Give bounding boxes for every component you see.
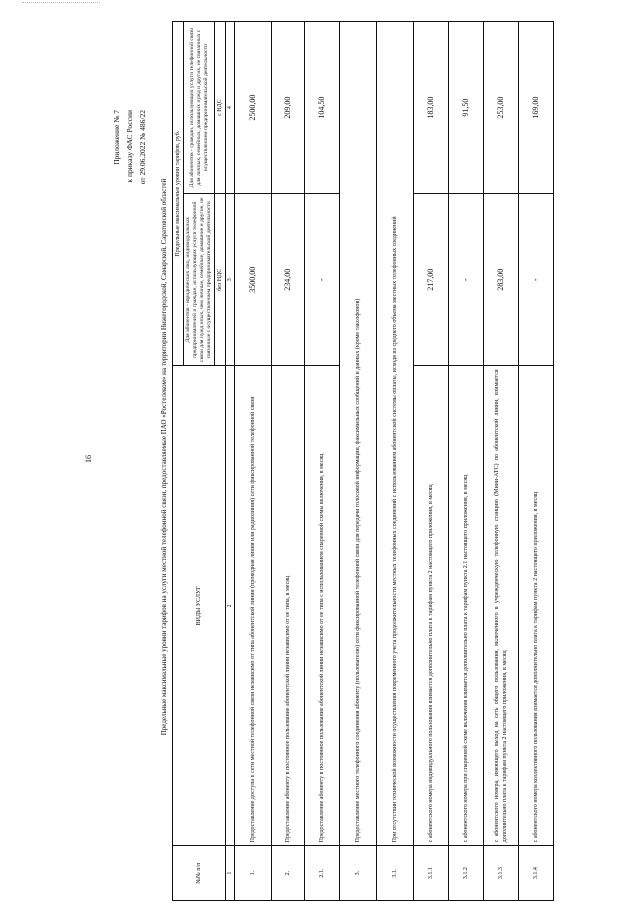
table-row [484, 22, 519, 901]
row-value-with-vat: 91,50 [449, 22, 484, 194]
row-section-text: При отсутствии технической возможности осуществления повременного учета продолжительности местных телефонных соединений с использованием абонентской системы оплаты, исходя из среднего объема местных телефонных соединений [377, 22, 414, 846]
row-service-text: с абонентского номера индивидуального пользования взимается дополнительно плата к тарифам пункта 2 настоящего приложения, в месяц [414, 366, 449, 846]
row-number: 3.1.4 [519, 846, 554, 901]
row-service-text: Предоставление абоненту в постоянное пользование абонентской линии независимо от ее типа с использованием спаренной схемы включения, в месяц [305, 366, 340, 846]
column-number: 4 [226, 22, 235, 194]
row-number: 3. [340, 846, 377, 901]
table-row [340, 22, 377, 901]
row-service-text: с абонентского номера, имеющего выход на сеть общего пользования, включенного в учрежденческую телефонную станцию (Мини-АТС) по абонентской линии, взимается дополнительно плата к тарифам пункта 2 настоящего приложения, в месяц [484, 366, 519, 846]
page-number: 16 [84, 455, 93, 463]
header-num: №№ п/п [173, 846, 226, 901]
table-row [519, 22, 554, 901]
row-value-with-vat: 183,00 [414, 22, 449, 194]
row-number: 2. [272, 846, 305, 901]
header-tariffs-group: Предельные максимальные уровни тарифов, руб. [173, 22, 184, 366]
appendix-header [110, 110, 149, 184]
header-vat-excluded: без НДС [215, 194, 226, 366]
column-numbers-row [226, 22, 235, 901]
table-row [305, 22, 340, 901]
row-number: 2.1. [305, 846, 340, 901]
table-row [272, 22, 305, 901]
row-value-with-vat: 104,50 [305, 22, 340, 194]
header-citizens: Для абонентов - граждан, использующих услуги телефонной связи для личных, семейных, домашних нужд и других, не связанных с осуществлением предпринимательской деятельности [184, 22, 215, 194]
table-row [235, 22, 272, 901]
row-number: 3.1.3 [484, 846, 519, 901]
header-services: ВИДЫ УСЛУГ [173, 366, 226, 846]
row-service-text: Предоставление доступа к сети местной телефонной связи независимо от типа абонентской линии (проводная линия или радиолиния) сети фиксированной телефонной связи [235, 366, 272, 846]
row-value-with-vat: 169,00 [519, 22, 554, 194]
column-number: 1 [226, 846, 235, 901]
table-row [414, 22, 449, 901]
tariff-table [172, 21, 554, 901]
table-row [449, 22, 484, 901]
row-value-no-vat: - [449, 194, 484, 366]
row-number: 3.1.1 [414, 846, 449, 901]
column-number: 3 [226, 194, 235, 366]
document-title: Предельные максимальные уровни тарифов на услуги местной телефонной связи, предоставляемые ПАО «Ростелеком» на территории Нижегородской, Самарской, Саратовской областей [160, 178, 168, 736]
appendix-order: к приказу ФАС России [125, 110, 134, 183]
row-value-no-vat: - [519, 194, 554, 366]
row-value-with-vat: 253,00 [484, 22, 519, 194]
row-value-with-vat: 2500,00 [235, 22, 272, 194]
row-number: 1. [235, 846, 272, 901]
row-value-no-vat: 234,00 [272, 194, 305, 366]
row-service-text: с абонентского номера при спаренной схеме включения взимается дополнительно плата к тарифам пункта 2.1 настоящего приложения, в месяц [449, 366, 484, 846]
row-section-text: Предоставление местного телефонного соединения абоненту (пользователю) сети фиксированной телефонной связи для передачи голосовой информации, факсимильных сообщений и данных (кроме таксофонов) [340, 22, 377, 846]
header-vat-included: с НДС [215, 22, 226, 194]
appendix-number: Приложение № 7 [112, 110, 121, 165]
appendix-date: от 29.06.2022 № 486/22 [138, 110, 147, 185]
row-value-no-vat: - [305, 194, 340, 366]
row-value-no-vat: 3500,00 [235, 194, 272, 366]
table-header-row [173, 22, 184, 901]
row-number: 3.1. [377, 846, 414, 901]
row-value-no-vat: 283,00 [484, 194, 519, 366]
row-service-text: Предоставление абоненту в постоянное пользование абонентской линии независимо от ее типа, в месяц [272, 366, 305, 846]
header-legal-entities: Для абонентов - юридических лиц, индивидуальных предпринимателей и граждан, использующих услуги телефонной связи для нужд иных, чем личные, семейные, домашние и другие, не связанные с осуществлением предпринимательской деятельности [184, 194, 215, 366]
table-row [377, 22, 414, 901]
row-value-with-vat: 209,00 [272, 22, 305, 194]
row-service-text: с абонентского номера коллективного пользования взимается дополнительно плата к тарифам пункта 2 настоящего приложения, в месяц [519, 366, 554, 846]
column-number: 2 [226, 366, 235, 846]
row-value-no-vat: 217,00 [414, 194, 449, 366]
row-number: 3.1.2 [449, 846, 484, 901]
